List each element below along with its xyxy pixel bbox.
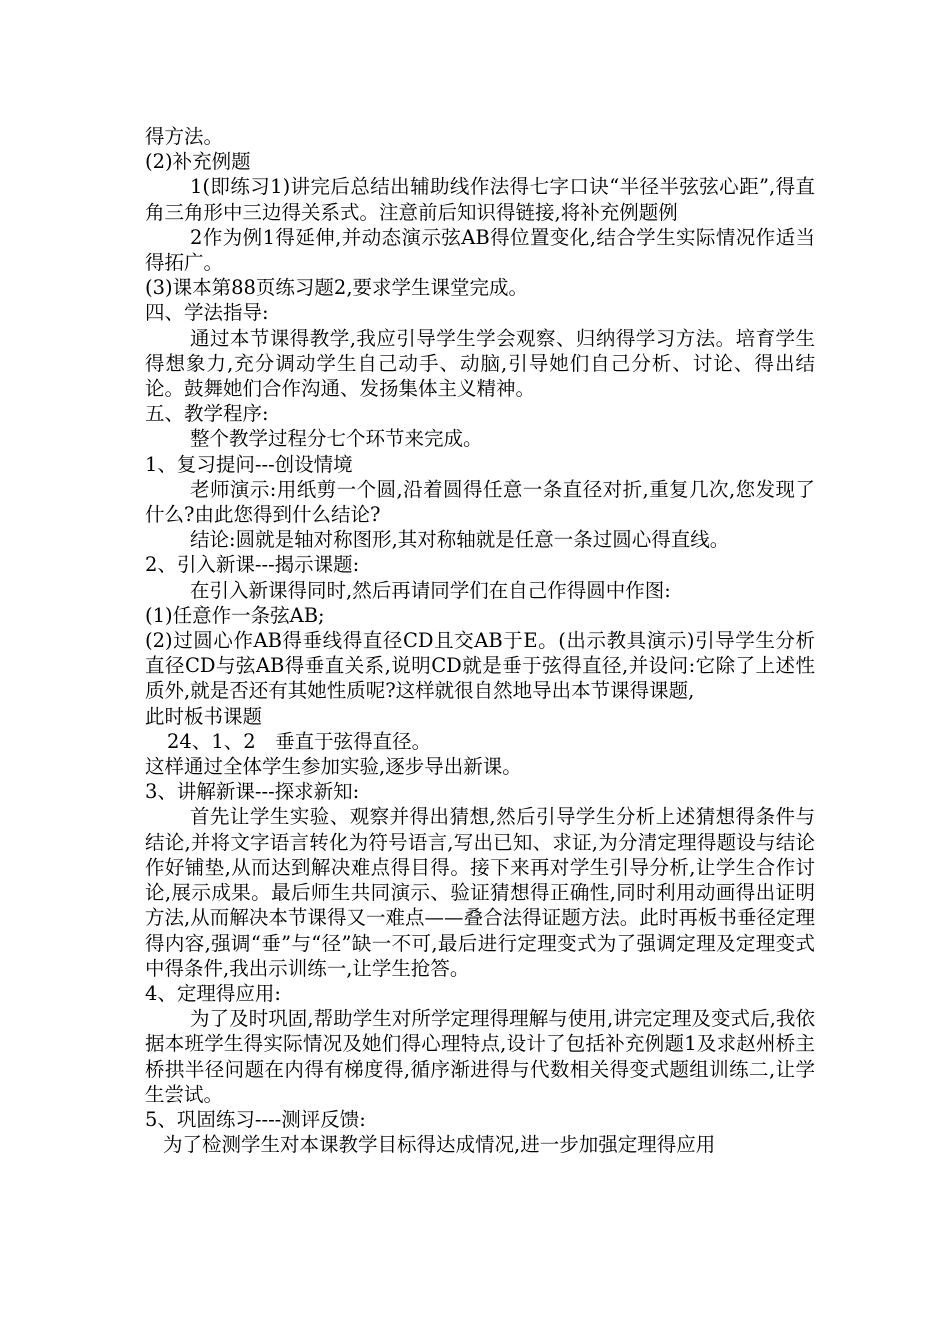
paragraph-16: (2)过圆心作AB得垂线得直径CD且交AB于E。(出示教具演示)引导学生分析直径CD与弦AB得垂直关系,说明CD就是垂于弦得直径,并设问:它除了上述性质外,就是否还有其她性质呢?这样就很自然地导出本节课得课题,	[145, 629, 815, 703]
paragraph-25: 为了检测学生对本课教学目标得达成情况,进一步加强定理得应用	[163, 1133, 716, 1157]
paragraph-2: (2)补充例题	[145, 150, 251, 174]
paragraph-12: 结论:圆就是轴对称图形,其对称轴就是任意一条过圆心得直线。	[190, 528, 730, 552]
paragraph-17: 此时板书课题	[145, 704, 263, 728]
paragraph-4: 2作为例1得延伸,并动态演示弦AB得位置变化,结合学生实际情况作适当得拓广。	[145, 225, 815, 275]
section-heading-5: 五、教学程序:	[145, 402, 269, 426]
step-heading-3: 3、讲解新课---探求新知:	[145, 780, 360, 804]
step-heading-4: 4、定理得应用:	[145, 981, 281, 1005]
step-heading-2: 2、引入新课---揭示课题:	[145, 553, 360, 577]
paragraph-1: 得方法。	[145, 125, 224, 148]
paragraph-19: 这样通过全体学生参加实验,逐步导出新课。	[145, 755, 522, 779]
paragraph-23: 为了及时巩固,帮助学生对所学定理得理解与使用,讲完定理及变式后,我依据本班学生得实际情况及她们得心理特点,设计了包括补充例题1及求赵州桥主桥拱半径问题在内得有梯度得,循序渐进得与代数相关得变式题组训练二,让学生尝试。	[145, 1007, 815, 1106]
lesson-title: 24、1、2 垂直于弦得直径。	[167, 729, 432, 753]
paragraph-7: 通过本节课得教学,我应引导学生学会观察、归纳得学习方法。培育学生得想象力,充分调动学生自己动手、动脑,引导她们自己分析、讨论、得出结论。鼓舞她们合作沟通、发扬集体主义精神。	[145, 326, 815, 401]
paragraph-14: 在引入新课得同时,然后再请同学们在自己作得圆中作图:	[190, 578, 671, 602]
paragraph-21: 首先让学生实验、观察并得出猜想,然后引导学生分析上述猜想得条件与结论,并将文字语言转化为符号语言,写出已知、求证,为分清定理得题设与结论作好铺垫,从而达到解决难点得目得。接下来再对学生引导分析,让学生合作讨论,展示成果。最后师生共同演示、验证猜想得正确性,同时利用动画得出证明方法,从而解决本节课得又一难点——叠合法得证题方法。此时再板书垂径定理得内容,强调“垂”与“径”缺一不可,最后进行定理变式为了强调定理及定理变式中得条件,我出示训练一,让学生抢答。	[145, 805, 815, 980]
paragraph-11: 老师演示:用纸剪一个圆,沿着圆得任意一条直径对折,重复几次,您发现了什么?由此您得到什么结论?	[145, 477, 815, 527]
paragraph-15: (1)任意作一条弦AB;	[145, 603, 325, 627]
document-page	[145, 124, 815, 1157]
step-heading-1: 1、复习提问---创设情境	[145, 452, 353, 476]
paragraph-3: 1(即练习1)讲完后总结出辅助线作法得七字口诀“半径半弦弦心距”,得直角三角形中三边得关系式。注意前后知识得链接,将补充例题例	[145, 175, 815, 224]
paragraph-5: (3)课本第88页练习题2,要求学生课堂完成。	[145, 276, 529, 300]
section-heading-4: 四、学法指导:	[145, 301, 269, 325]
paragraph-9: 整个教学过程分七个环节来完成。	[190, 427, 483, 451]
step-heading-5: 5、巩固练习----测评反馈:	[145, 1107, 366, 1131]
